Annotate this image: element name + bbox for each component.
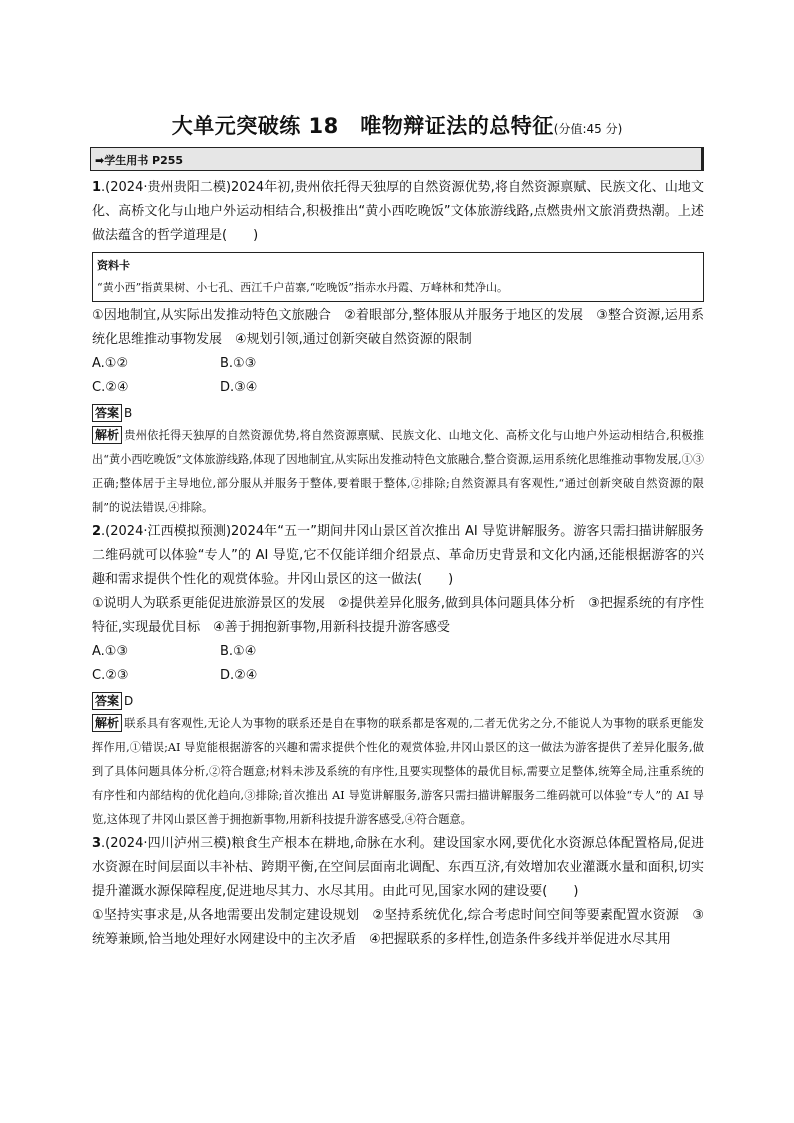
- q1-option-d: D.③④: [220, 380, 258, 395]
- question-3-number: 3: [92, 836, 102, 851]
- question-3-text: .(2024·四川泸州三模)粮食生产根本在耕地,命脉在水利。建设国家水网,要优化水资源总体配置格局,促进水资源在时间层面以丰补枯、跨期平衡,在空间层面南北调配、东西互济,有效增加农业灌溉水量和面积,切实提升灌溉水源保障程度,促进地尽其力、水尽其用。由此可见,国家水网的建设要( ): [92, 836, 704, 899]
- question-1-statements: ①因地制宜,从实际出发推动特色文旅融合 ②着眼部分,整体服从并服务于地区的发展 ③整合资源,运用系统化思维推动事物发展 ④规划引领,通过创新突破自然资源的限制: [92, 308, 704, 347]
- question-3-statements: ①坚持实事求是,从各地需要出发制定建设规划 ②坚持系统优化,综合考虑时间空间等要素配置水资源 ③统筹兼顾,恰当地处理好水网建设中的主次矛盾 ④把握联系的多样性,创造条件多线并举促进水尽其用: [92, 908, 704, 947]
- answer-tag: 答案: [92, 692, 122, 710]
- question-2-explanation: [92, 712, 704, 832]
- questions-content: [92, 176, 704, 952]
- question-3-stem: [92, 832, 704, 904]
- book-ref-text: ➡学生用书 P255: [95, 154, 184, 167]
- title-text: 大单元突破练 18 唯物辩证法的总特征: [171, 114, 554, 138]
- info-card: [92, 252, 704, 302]
- info-card-body: “黄小西”指黄果树、小七孔、西江千户苗寨,“吃晚饭”指赤水丹霞、万峰林和梵净山。: [97, 281, 508, 294]
- question-2-options: [92, 640, 704, 688]
- explanation-text: 贵州依托得天独厚的自然资源优势,将自然资源禀赋、民族文化、山地文化、高桥文化与山地户外运动相结合,积极推出“黄小西吃晚饭”文体旅游线路,体现了因地制宜,从实际出发推动特色文旅融合,整合资源,运用系统化思维推动事物发展,①③正确;整体居于主导地位,部分服从并服务于整体,要着眼于整体,②排除;自然资源具有客观性,“通过创新突破自然资源的限制”的说法错误,④排除。: [92, 429, 704, 514]
- question-2-text: .(2024·江西模拟预测)2024年“五一”期间井冈山景区首次推出 AI 导览讲解服务。游客只需扫描讲解服务二维码就可以体验“专人”的 AI 导览,它不仅能详细介绍景点、革命历史背景和文化内涵,还能根据游客的兴趣和需求提供个性化的观赏体验。井冈山景区的这一做法( ): [92, 524, 704, 587]
- question-1-text: .(2024·贵州贵阳二模)2024年初,贵州依托得天独厚的自然资源优势,将自然资源禀赋、民族文化、山地文化、高桥文化与山地户外运动相结合,积极推出“黄小西吃晚饭”文体旅游线路,点燃贵州文旅消费热潮。上述做法蕴含的哲学道理是( ): [92, 180, 704, 243]
- explanation-text: 联系具有客观性,无论人为事物的联系还是自在事物的联系都是客观的,二者无优劣之分,不能说人为事物的联系更能发挥作用,①错误;AI 导览能根据游客的兴趣和需求提供个性化的观赏体验,井冈山景区的这一做法为游客提供了差异化服务,做到了具体问题具体分析,②符合题意;材料未涉及系统的有序性,且要实现整体的最优目标,需要立足整体,统筹全局,注重系统的有序性和内部结构的优化趋向,③排除;首次推出 AI 导览讲解服务,游客只需扫描讲解服务二维码就可以体验“专人”的 AI 导览,这体现了井冈山景区善于拥抱新事物,用新科技提升游客感受,④符合题意。: [92, 717, 704, 826]
- q2-option-c: C.②③: [92, 668, 129, 683]
- question-1-explanation: [92, 424, 704, 520]
- answer-value: B: [124, 406, 133, 420]
- info-card-title: 资料卡: [97, 259, 130, 272]
- q1-option-c: C.②④: [92, 380, 129, 395]
- q2-option-b: B.①④: [220, 644, 257, 659]
- answer-value: D: [124, 694, 134, 708]
- page-title: [0, 110, 794, 140]
- answer-tag: 答案: [92, 404, 122, 422]
- question-1-number: 1: [92, 180, 102, 195]
- question-1-options: [92, 352, 704, 400]
- q2-option-d: D.②④: [220, 668, 258, 683]
- question-2-stem: [92, 520, 704, 592]
- question-1-answer: [92, 402, 704, 424]
- score-note: (分值:45 分): [553, 122, 623, 136]
- q2-option-a: A.①③: [92, 644, 129, 659]
- explanation-tag: 解析: [92, 714, 122, 732]
- question-2-statements: ①说明人为联系更能促进旅游景区的发展 ②提供差异化服务,做到具体问题具体分析 ③把握系统的有序性特征,实现最优目标 ④善于拥抱新事物,用新科技提升游客感受: [92, 596, 704, 635]
- question-2-answer: [92, 690, 704, 712]
- question-2-number: 2: [92, 524, 102, 539]
- q1-option-a: A.①②: [92, 356, 129, 371]
- q1-option-b: B.①③: [220, 356, 257, 371]
- bar-end-mark: [701, 147, 703, 171]
- explanation-tag: 解析: [92, 426, 122, 444]
- question-1-stem: [92, 176, 704, 248]
- book-ref-bar: [90, 147, 704, 171]
